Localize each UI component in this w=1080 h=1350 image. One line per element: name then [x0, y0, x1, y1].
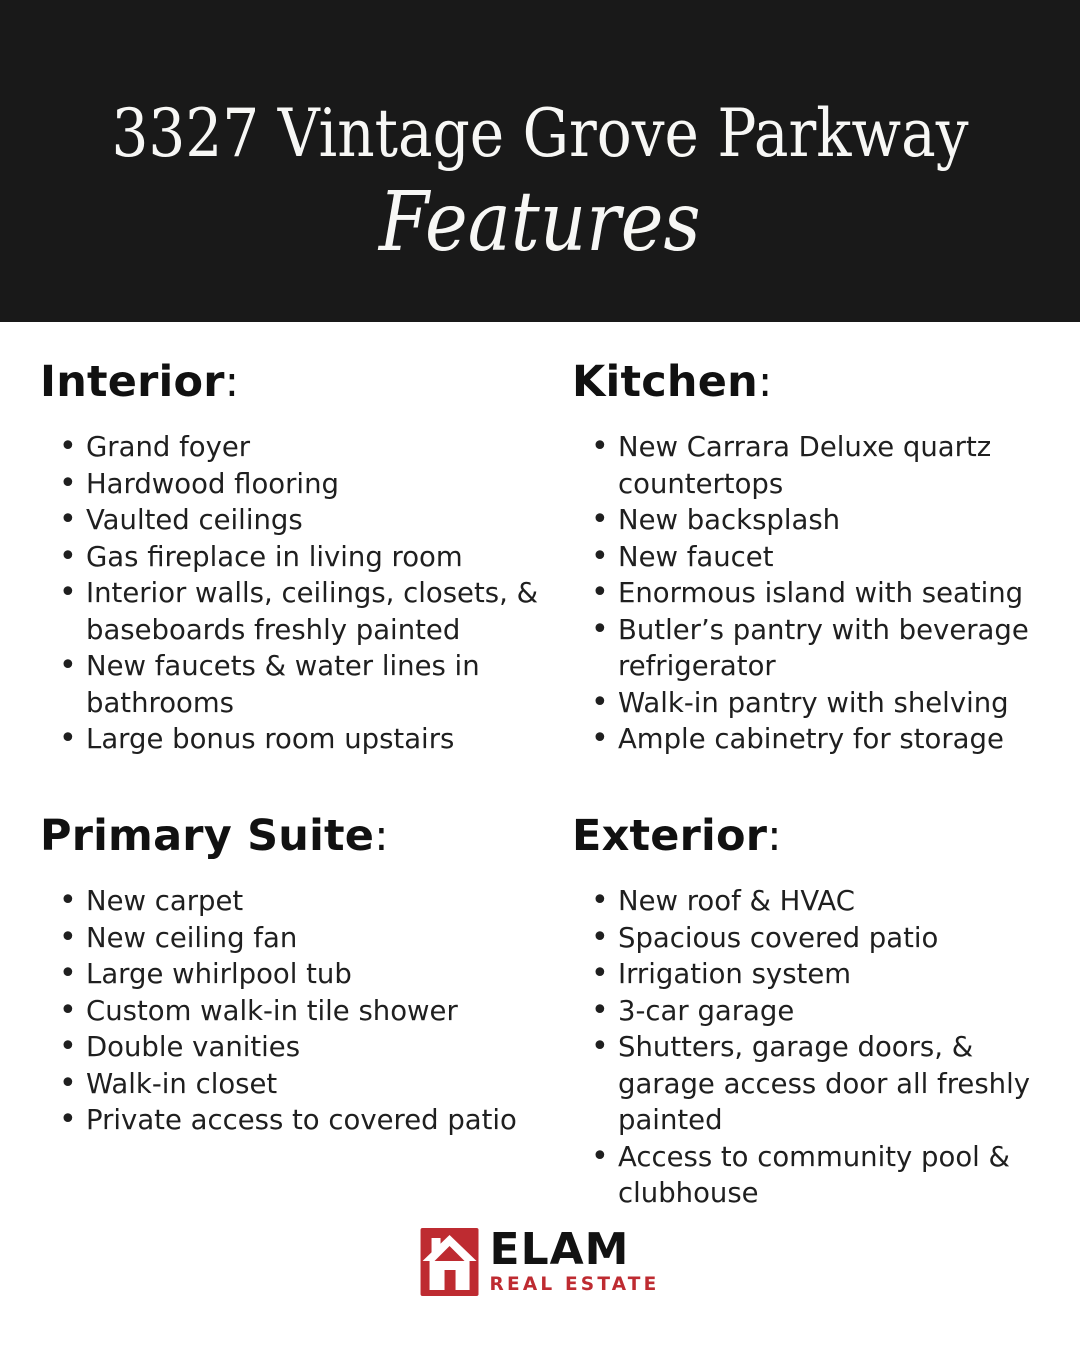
section-kitchen [572, 358, 1054, 758]
list-item: • Private access to covered patio [40, 1102, 572, 1139]
interior-feature-list [40, 429, 572, 758]
section-primary-suite [40, 812, 572, 1212]
logo-name: ELAM [489, 1224, 630, 1276]
list-item: • Enormous island with seating [572, 575, 1034, 612]
section-heading-text: Primary Suite [40, 810, 375, 861]
list-item: • Hardwood flooring [40, 466, 572, 503]
list-item: • Spacious covered patio [572, 920, 1034, 957]
page-title: 3327 Vintage Grove Parkway [111, 94, 969, 172]
section-heading-text: Exterior [572, 810, 768, 861]
list-item: • New carpet [40, 883, 572, 920]
logo-tagline: REAL ESTATE [489, 1273, 660, 1295]
section-heading-colon: : [757, 357, 773, 407]
section-heading-colon: : [224, 357, 240, 407]
kitchen-feature-list [572, 429, 1034, 758]
features-grid [0, 322, 1080, 1212]
list-item: • Ample cabinetry for storage [572, 721, 1034, 758]
section-heading-colon: : [767, 810, 782, 861]
list-item: • 3-car garage [572, 993, 1034, 1030]
list-item: • Access to community pool & clubhouse [572, 1139, 1034, 1212]
list-item: • Walk-in pantry with shelving [572, 685, 1034, 722]
exterior-feature-list [572, 883, 1034, 1212]
section-heading-colon: : [374, 810, 389, 861]
list-item: • Walk-in closet [40, 1066, 572, 1103]
section-heading-primary-suite [40, 812, 572, 861]
list-item: • Butler’s pantry with beverage refrigerator [572, 612, 1034, 685]
brokerage-logo [421, 1224, 660, 1296]
list-item: • Irrigation system [572, 956, 1034, 993]
page-subtitle: Features [379, 175, 701, 271]
list-item: • Gas fireplace in living room [40, 539, 572, 576]
list-item: • Large whirlpool tub [40, 956, 572, 993]
list-item: • Grand foyer [40, 429, 572, 466]
section-heading-text: Kitchen [572, 357, 758, 407]
list-item: • New faucet [572, 539, 1034, 576]
list-item: • Shutters, garage doors, & garage access door all freshly painted [572, 1029, 1034, 1139]
list-item: • Double vanities [40, 1029, 572, 1066]
section-heading-text: Interior [40, 357, 225, 407]
list-item: • New faucets & water lines in bathrooms [40, 648, 572, 721]
list-item: • New ceiling fan [40, 920, 572, 957]
section-heading-kitchen [572, 358, 1034, 407]
hero-banner [0, 0, 1080, 322]
section-exterior [572, 812, 1054, 1212]
section-heading-interior [40, 358, 572, 407]
logo-text [489, 1224, 660, 1295]
primary-suite-feature-list [40, 883, 572, 1139]
list-item: • Large bonus room upstairs [40, 721, 572, 758]
list-item: • New roof & HVAC [572, 883, 1034, 920]
house-icon [421, 1228, 479, 1296]
list-item: • New Carrara Deluxe quartz countertops [572, 429, 1034, 502]
list-item: • Interior walls, ceilings, closets, & baseboards freshly painted [40, 575, 572, 648]
list-item: • Vaulted ceilings [40, 502, 572, 539]
list-item: • Custom walk-in tile shower [40, 993, 572, 1030]
section-heading-exterior [572, 812, 1034, 861]
list-item: • New backsplash [572, 502, 1034, 539]
section-interior [40, 358, 572, 758]
